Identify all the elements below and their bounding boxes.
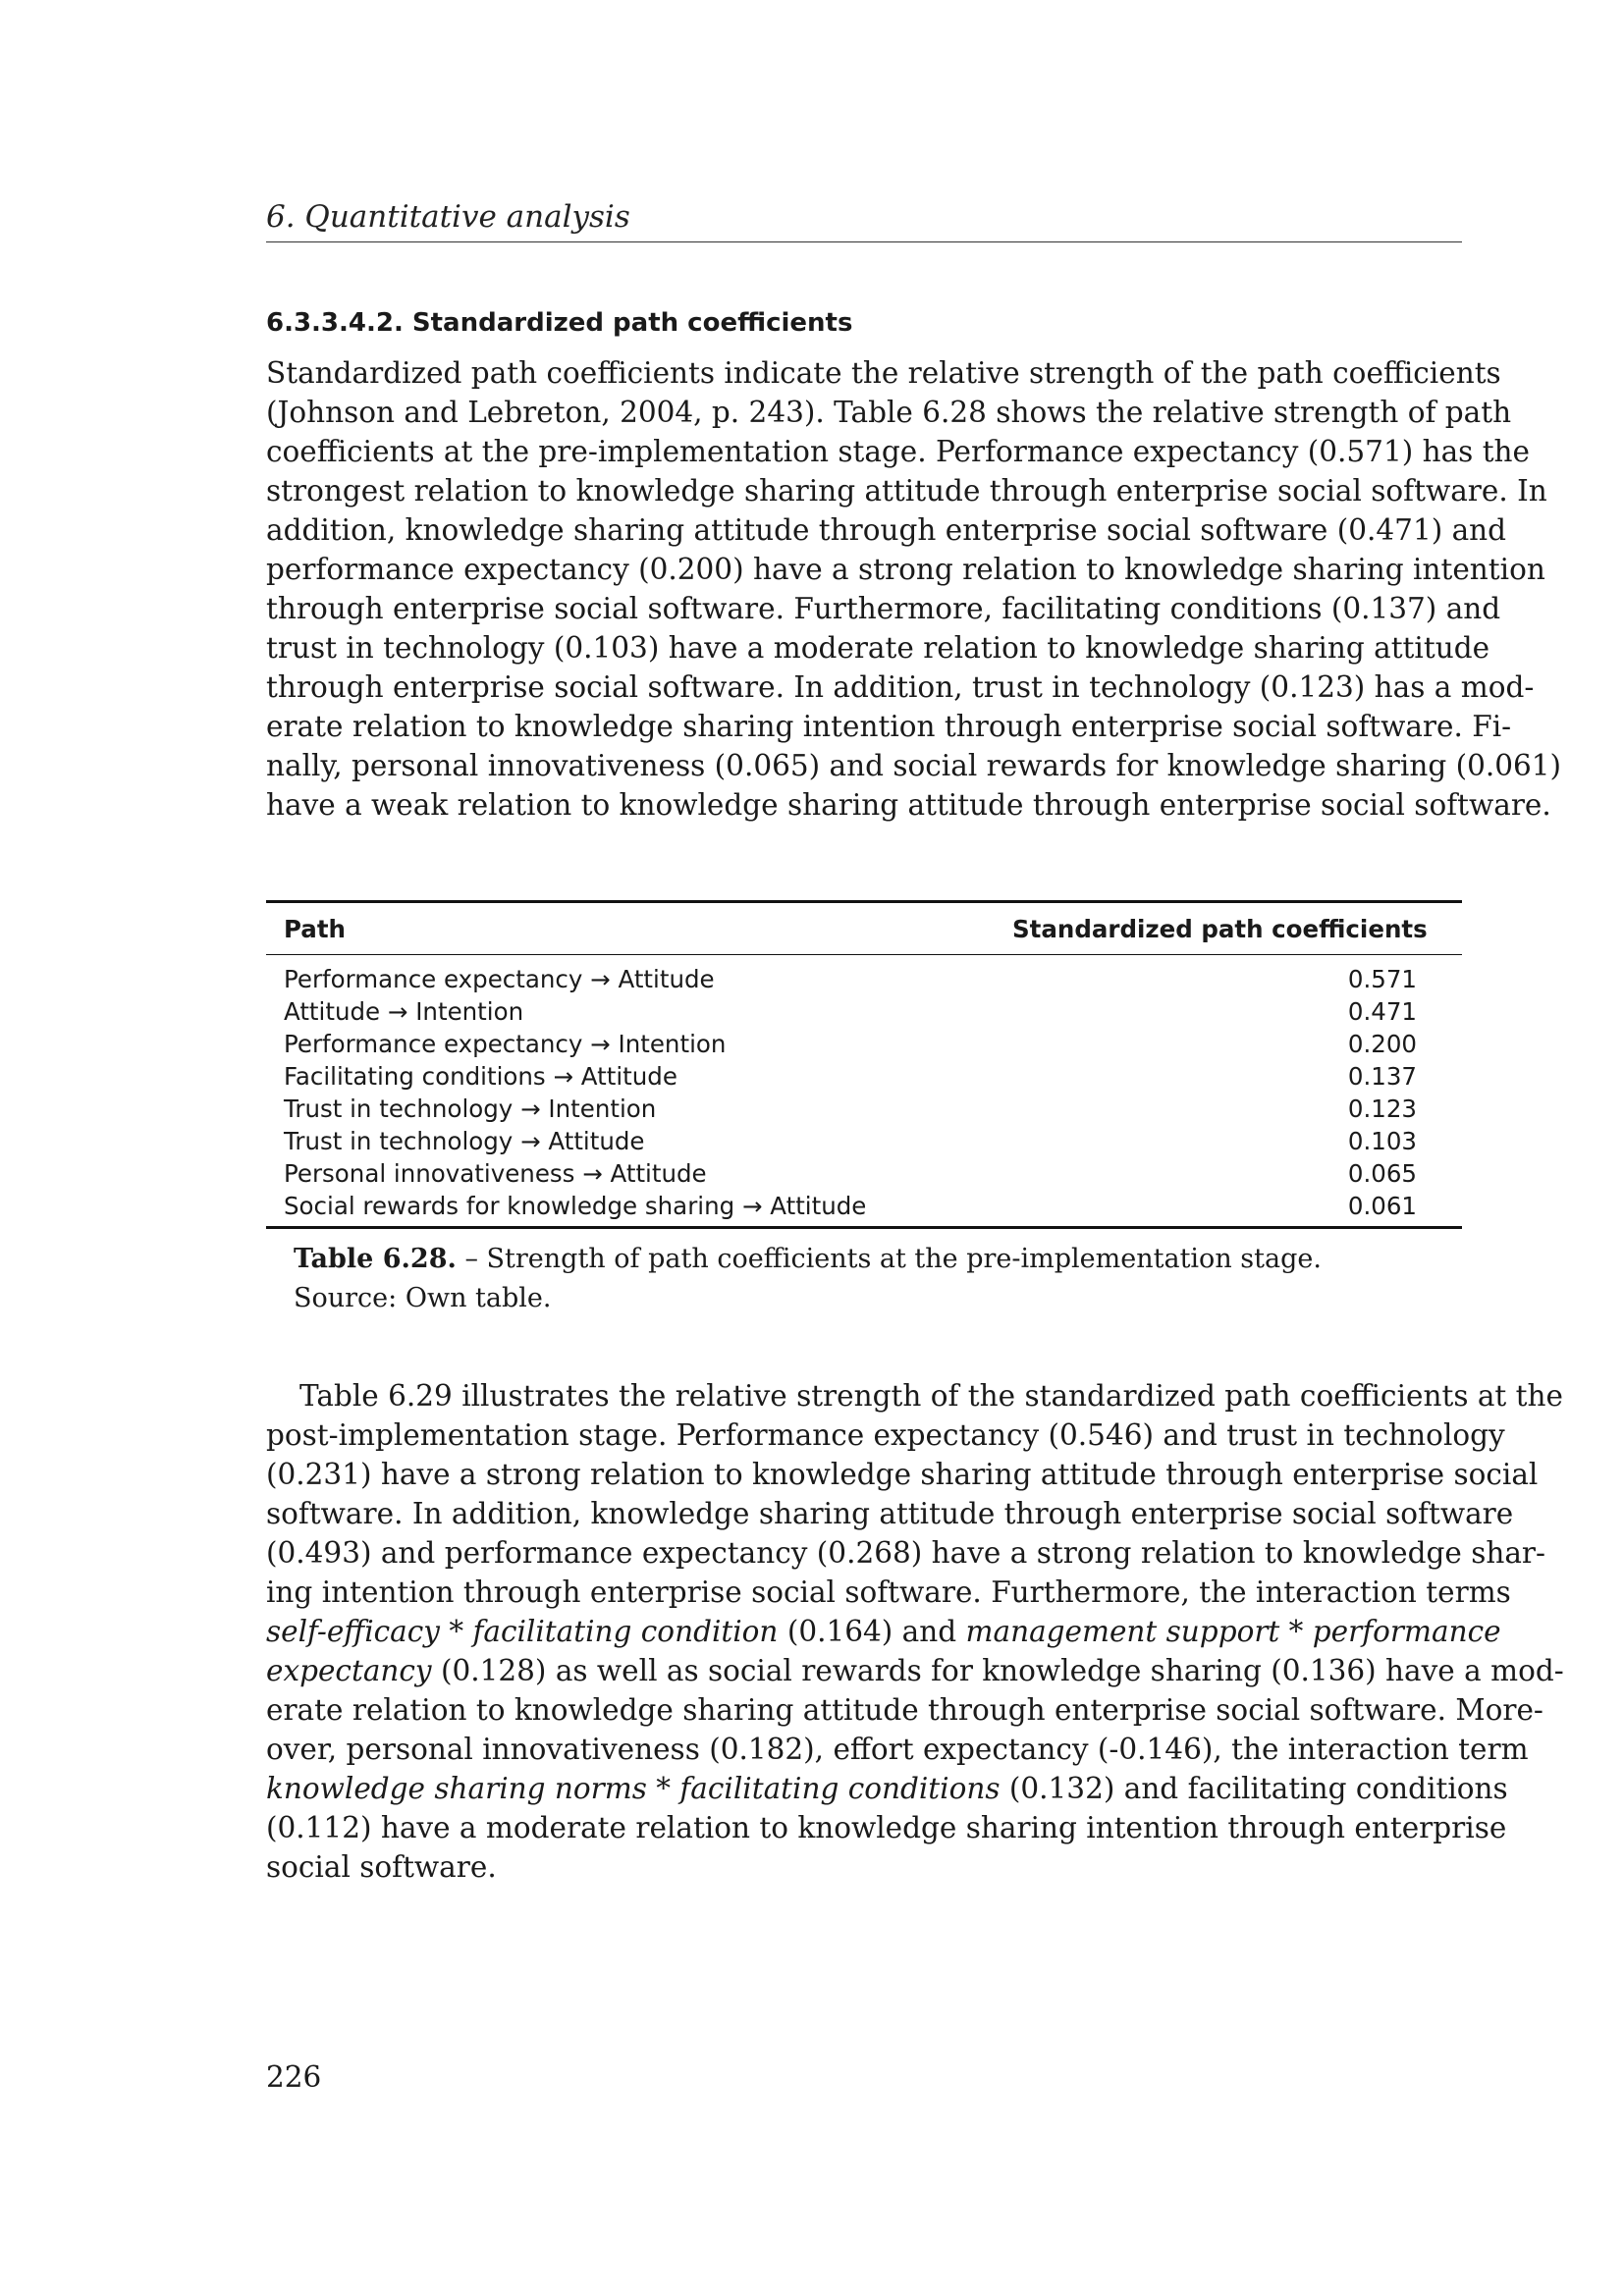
paragraph-1-line: through enterprise social software. In addition, trust in technology (0.123) has a mod- — [266, 670, 1535, 704]
table-row — [266, 1093, 1462, 1125]
caption-source: Source: Own table. — [294, 1283, 552, 1313]
coefficients-table-wrap — [266, 900, 1462, 1229]
table-cell-path: Trust in technology → Attitude — [284, 1127, 645, 1155]
paragraph-1-line: addition, knowledge sharing attitude through enterprise social software (0.471) and — [266, 513, 1507, 547]
table-cell-value: 0.123 — [1347, 1095, 1417, 1123]
paragraph-2-text: (0.128) as well as social rewards for knowledge sharing (0.136) have a mod- — [431, 1654, 1564, 1687]
paragraph-2-line: ing intention through enterprise social software. Furthermore, the interaction terms — [266, 1575, 1511, 1609]
table-cell-value: 0.571 — [1347, 965, 1417, 993]
coefficients-table — [266, 900, 1462, 1229]
paragraph-1-line: nally, personal innovativeness (0.065) and social rewards for knowledge sharing (0.061) — [266, 749, 1562, 782]
paragraph-1-line: performance expectancy (0.200) have a strong relation to knowledge sharing intention — [266, 553, 1545, 586]
paragraph-1 — [266, 353, 1562, 825]
paragraph-2 — [266, 1376, 1564, 1887]
paragraph-1-line: strongest relation to knowledge sharing attitude through enterprise social software. In — [266, 474, 1547, 507]
table-cell-value: 0.103 — [1347, 1127, 1417, 1155]
paragraph-1-line: erate relation to knowledge sharing intention through enterprise social software. Fi- — [266, 710, 1512, 743]
interaction-term: expectancy — [266, 1654, 432, 1687]
paragraph-2-text: (0.164) and — [778, 1615, 966, 1648]
paragraph-2-line — [266, 1769, 1508, 1808]
paragraph-2-line — [266, 1612, 1501, 1651]
interaction-term: management support * performance — [965, 1615, 1501, 1648]
table-cell-path: Personal innovativeness → Attitude — [284, 1159, 707, 1188]
interaction-term: knowledge sharing norms * facilitating conditions — [266, 1772, 1001, 1805]
table-row — [266, 995, 1462, 1028]
table-cell-path: Attitude → Intention — [284, 997, 524, 1026]
table-row — [266, 1125, 1462, 1157]
table-cell-value: 0.065 — [1347, 1159, 1417, 1188]
paragraph-1-line: Standardized path coefficients indicate the relative strength of the path coefficients — [266, 356, 1501, 390]
paragraph-2-line: Table 6.29 illustrates the relative strength of the standardized path coefficients at the — [299, 1379, 1563, 1413]
paragraph-1-line: (Johnson and Lebreton, 2004, p. 243). Table 6.28 shows the relative strength of path — [266, 396, 1512, 429]
table-row — [266, 1060, 1462, 1093]
running-header — [266, 196, 1462, 242]
interaction-term: self-efficacy * facilitating condition — [266, 1615, 779, 1648]
table-cell-path: Performance expectancy → Attitude — [284, 965, 715, 993]
table-header-row — [266, 902, 1462, 955]
column-header-path: Path — [266, 902, 1012, 955]
table-cell-path: Social rewards for knowledge sharing → Attitude — [266, 1190, 1012, 1228]
paragraph-2-line: social software. — [266, 1850, 497, 1884]
caption-title-line — [294, 1240, 1322, 1279]
paragraph-2-text: (0.132) and facilitating conditions — [1000, 1772, 1508, 1805]
table-cell-path: Trust in technology → Intention — [284, 1095, 657, 1123]
paragraph-2-line: (0.231) have a strong relation to knowledge sharing attitude through enterprise social — [266, 1458, 1539, 1491]
paragraph-1-line: trust in technology (0.103) have a moderate relation to knowledge sharing attitude — [266, 631, 1490, 665]
paragraph-2-line: erate relation to knowledge sharing attitude through enterprise social software. More- — [266, 1693, 1543, 1727]
table-cell-value: 0.137 — [1347, 1062, 1417, 1091]
table-row — [266, 955, 1462, 996]
running-header-title: 6. Quantitative analysis — [266, 199, 630, 235]
paragraph-2-line: post-implementation stage. Performance expectancy (0.546) and trust in technology — [266, 1418, 1505, 1452]
column-header-coefficient: Standardized path coefficients — [1012, 902, 1462, 955]
paragraph-2-line: software. In addition, knowledge sharing attitude through enterprise social software — [266, 1497, 1514, 1530]
page-number: 226 — [266, 2060, 322, 2094]
table-caption — [294, 1240, 1322, 1318]
paragraph-1-line: coefficients at the pre-implementation stage. Performance expectancy (0.571) has the — [266, 435, 1531, 468]
table-cell-value: 0.200 — [1347, 1030, 1417, 1058]
table-cell-path: Performance expectancy → Intention — [284, 1030, 727, 1058]
paragraph-2-line: (0.112) have a moderate relation to knowledge sharing intention through enterprise — [266, 1811, 1507, 1844]
caption-text: – Strength of path coefficients at the pre-implementation stage. — [456, 1244, 1322, 1274]
table-row — [266, 1190, 1462, 1228]
table-cell-path: Facilitating conditions → Attitude — [284, 1062, 677, 1091]
paragraph-1-line: have a weak relation to knowledge sharing attitude through enterprise social software. — [266, 788, 1551, 822]
caption-label: Table 6.28. — [294, 1244, 457, 1274]
table-cell-value: 0.061 — [1012, 1190, 1462, 1228]
section-heading: 6.3.3.4.2. Standardized path coefficients — [266, 308, 853, 338]
paragraph-1-line: through enterprise social software. Furthermore, facilitating conditions (0.137) and — [266, 592, 1501, 625]
paragraph-2-line: (0.493) and performance expectancy (0.268) have a strong relation to knowledge shar- — [266, 1536, 1545, 1570]
table-row — [266, 1028, 1462, 1060]
table-row — [266, 1157, 1462, 1190]
paragraph-2-line — [266, 1651, 1564, 1690]
table-cell-value: 0.471 — [1347, 997, 1417, 1026]
paragraph-2-line: over, personal innovativeness (0.182), effort expectancy (-0.146), the interaction term — [266, 1733, 1529, 1766]
